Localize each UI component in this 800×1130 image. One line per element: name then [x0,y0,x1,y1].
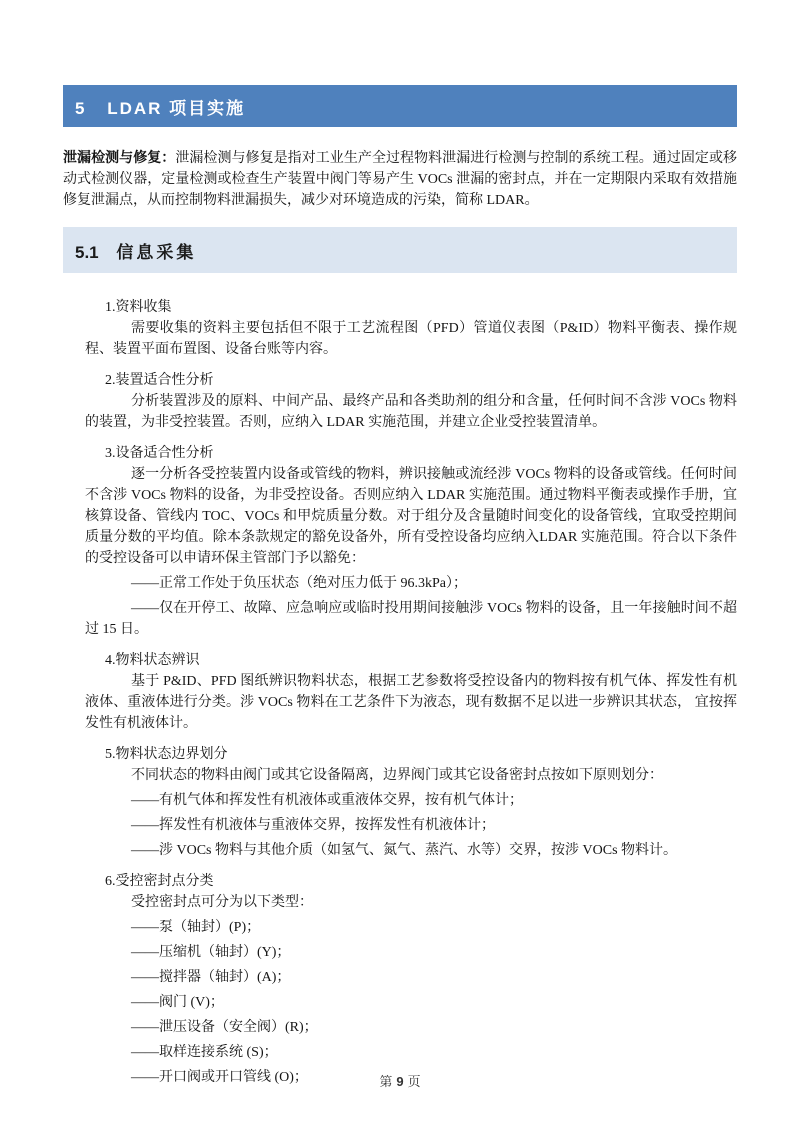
chapter-number: 5 [75,99,85,118]
item-heading: 2.装置适合性分析 [105,373,214,388]
item-heading: 4.物料状态辨识 [105,653,200,668]
chapter-heading [63,85,737,127]
intro-term: 泄漏检测与修复： [63,151,176,166]
section-title: 信息采集 [116,243,197,262]
document-content [63,0,737,1088]
item-bullet: ——取样连接系统 (S)； [131,1045,278,1060]
item-paragraph: 需要收集的资料主要包括但不限于工艺流程图（PFD）管道仪表图（P&ID）物料平衡表、操作规程、装置平面布置图、设备台账等内容。 [85,321,737,357]
item-heading: 6.受控密封点分类 [105,874,214,889]
list-item [63,443,737,640]
list-item [63,297,737,360]
item-bullet: ——压缩机（轴封）(Y)； [131,945,291,960]
page-footer-suffix: 页 [407,1074,421,1089]
items [63,297,737,1088]
item-heading: 5.物料状态边界划分 [105,747,228,762]
item-paragraph: 逐一分析各受控装置内设备或管线的物料，辨识接触或流经涉 VOCs 物料的设备或管线。任何时间不含涉 VOCs 物料的设备，为非受控设备。否则应纳入 LDAR 实施范围。通过物料平衡表或操作手册，宜核算设备、管线内 TOC、VOCs 和甲烷质量分数。对于组分及含量随时间变化的设备管线，宜取受控期间质量分数的平均值。除本条款规定的豁免设备外，所有受控设备均应纳入LDAR 实施范围。符合以下条件的受控设备可以申请环保主管部门予以豁免： [85,467,737,566]
list-item [63,871,737,1088]
item-bullet: ——仅在开停工、故障、应急响应或临时投用期间接触涉 VOCs 物料的设备，且一年接触时间不超过 15 日。 [85,601,737,637]
item-bullet: ——搅拌器（轴封）(A)； [131,970,291,985]
item-bullet: ——正常工作处于负压状态（绝对压力低于 96.3kPa）； [131,576,467,591]
list-item [63,650,737,734]
intro-text: 泄漏检测与修复是指对工业生产全过程物料泄漏进行检测与控制的系统工程。通过固定或移动式检测仪器，定量检测或检查生产装置中阀门等易产生 VOCs 泄漏的密封点，并在一定期限内采取有效措施修复泄漏点，从而控制物料泄漏损失，减少对环境造成的污染，简称 LDAR。 [63,151,738,208]
chapter-title: LDAR 项目实施 [107,99,246,118]
item-bullet: ——泄压设备（安全阀）(R)； [131,1020,318,1035]
item-bullet: ——泵（轴封）(P)； [131,920,261,935]
item-bullet: ——阀门 (V)； [131,995,224,1010]
list-item [63,744,737,861]
item-paragraph: 受控密封点可分为以下类型： [131,895,313,910]
page-footer [0,1071,800,1090]
item-paragraph: 基于 P&ID、PFD 图纸辨识物料状态，根据工艺参数将受控设备内的物料按有机气体、挥发性有机液体、重液体进行分类。涉 VOCs 物料在工艺条件下为液态，现有数据不足以进一步辨识其状态， 宜按挥发性有机液体计。 [85,674,737,731]
section-heading [63,227,737,273]
page-footer-prefix: 第 [379,1074,393,1089]
page-number: 9 [396,1074,404,1089]
item-bullet: ——开口阀或开口管线 (O)； [131,1070,308,1085]
item-heading: 1.资料收集 [105,300,172,315]
item-bullet: ——有机气体和挥发性有机液体或重液体交界，按有机气体计； [131,793,523,808]
section-number: 5.1 [75,243,99,262]
item-paragraph: 不同状态的物料由阀门或其它设备隔离，边界阀门或其它设备密封点按如下原则划分： [131,768,663,783]
intro-paragraph [63,148,737,211]
item-heading: 3.设备适合性分析 [105,446,214,461]
item-bullet: ——涉 VOCs 物料与其他介质（如氢气、氮气、蒸汽、水等）交界，按涉 VOCs 物料计。 [131,843,678,858]
item-paragraph: 分析装置涉及的原料、中间产品、最终产品和各类助剂的组分和含量，任何时间不含涉 VOCs 物料的装置，为非受控装置。否则，应纳入 LDAR 实施范围，并建立企业受控装置清单。 [85,394,737,430]
list-item [63,370,737,433]
item-bullet: ——挥发性有机液体与重液体交界，按挥发性有机液体计； [131,818,495,833]
